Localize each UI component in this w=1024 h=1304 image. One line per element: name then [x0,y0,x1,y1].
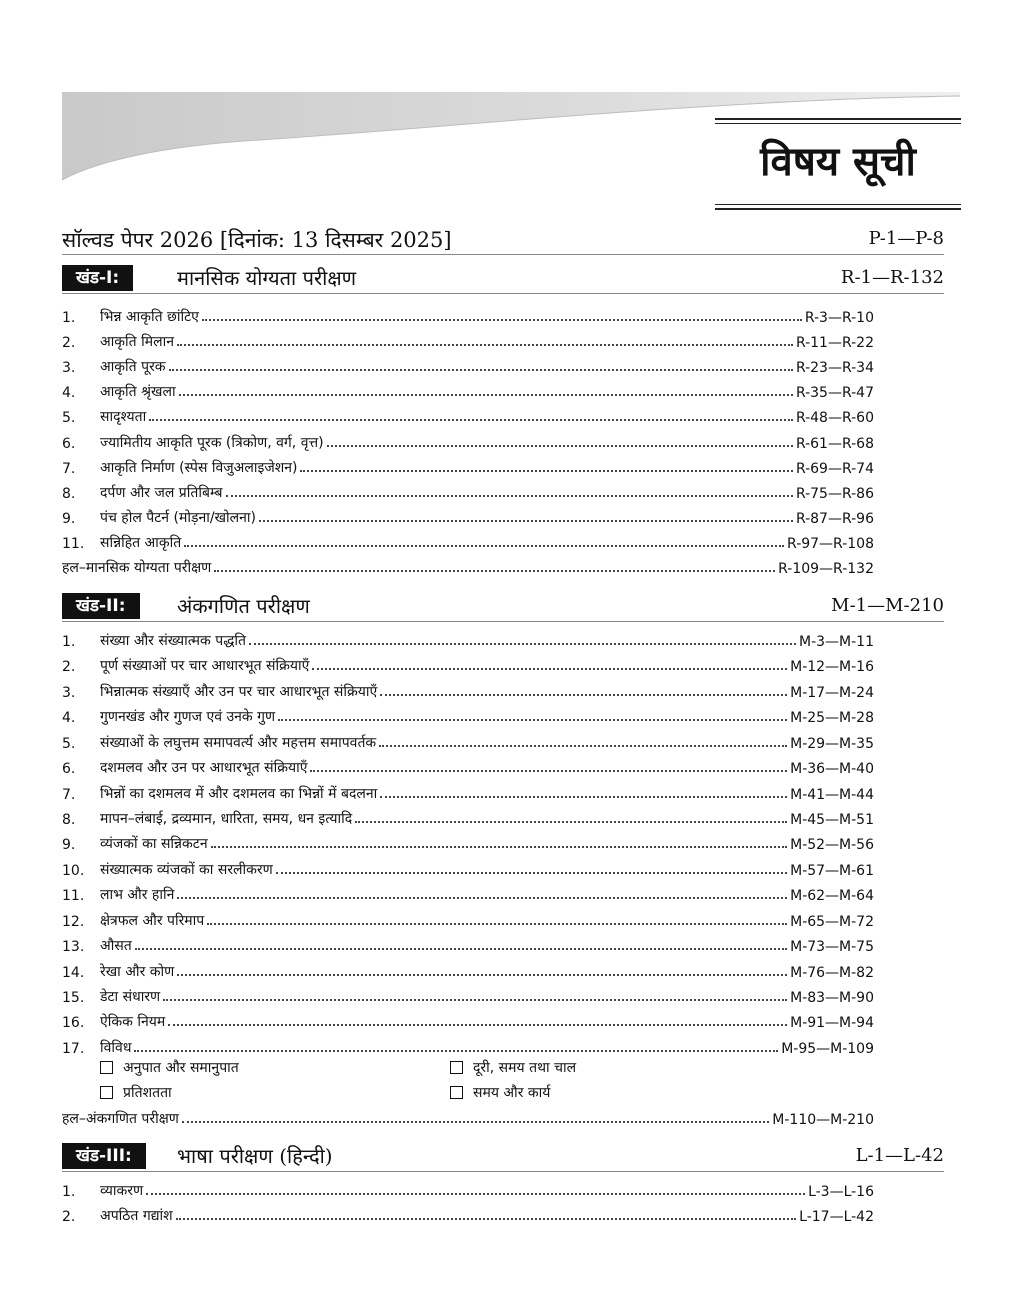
entry-title: ऐकिक नियम [100,1014,166,1030]
toc-entry [62,653,874,675]
entry-page-range: R-23—R-34 [795,360,874,376]
entry-number: 3. [62,360,76,376]
toc-entry [62,480,874,502]
dot-leader [135,948,787,950]
entry-page-range: M-65—M-72 [790,914,874,930]
dot-leader [300,470,792,472]
dot-leader [249,643,796,645]
dot-leader [168,1024,787,1026]
entry-title: संख्यात्मक व्यंजकों का सरलीकरण [100,862,273,878]
section-1-header [62,263,944,294]
entry-page-range: R-35—R-47 [795,385,874,401]
toc-entry [62,430,874,452]
entry-title: आकृति श्रृंखला [100,384,176,400]
entry-number: 4. [62,385,76,401]
entry-number: 8. [62,486,76,502]
entry-title: औसत [100,938,132,954]
dot-leader [211,846,788,848]
checkbox-icon [450,1061,463,1074]
section-3-header [62,1141,944,1172]
dot-leader [177,344,793,346]
entry-page-range: M-73—M-75 [790,939,874,955]
entry-title: व्याकरण [100,1183,144,1199]
entry-page-range: R-75—R-86 [795,486,874,502]
entry-title: आकृति पूरक [100,359,166,375]
entry-number: 2. [62,659,76,675]
entry-title: सादृश्यता [100,409,147,425]
entry-number: 11. [62,888,85,904]
entry-number: 6. [62,436,76,452]
toc-entry [62,379,874,401]
entry-number: 11. [62,536,85,552]
entry-number: 9. [62,511,76,527]
entry-title: भिन्नात्मक संख्याएँ और उन पर चार आधारभूत संक्रियाएँ [100,684,378,700]
entry-title: सन्निहित आकृति [100,535,182,551]
page-title-box [715,118,961,210]
entry-number: 3. [62,685,76,701]
entry-number: 4. [62,710,76,726]
toc-entry [62,530,874,552]
dot-leader [207,923,787,925]
dot-leader [177,897,787,899]
entry-title: पंच होल पैटर्न (मोड़ना/खोलना) [100,510,257,526]
entry-page-range: L-3—L-16 [808,1184,874,1200]
entry-page-range: M-95—M-109 [781,1041,874,1057]
dot-leader [177,974,787,976]
entry-page-range: M-83—M-90 [790,990,874,1006]
toc-entry [62,1178,874,1200]
entry-title: मापन–लंबाई, द्रव्यमान, धारिता, समय, धन इत्यादि [100,811,353,827]
entry-title: भिन्न आकृति छांटिए [100,309,199,325]
entry-title: पूर्ण संख्याओं पर चार आधारभूत संक्रियाएँ [100,658,310,674]
checkbox-icon [100,1086,113,1099]
toc-entry [62,628,874,650]
entry-number: 1. [62,634,76,650]
entry-title: हल–अंकगणित परीक्षण [62,1111,179,1127]
section-2-name: अंकगणित परीक्षण [177,594,310,618]
entry-page-range: R-48—R-60 [795,410,874,426]
entry-title: आकृति मिलान [100,334,175,350]
toc-entry [62,857,874,879]
entry-title: व्यंजकों का सन्निकटन [100,836,208,852]
dot-leader [226,495,793,497]
entry-title: रेखा और कोण [100,964,175,980]
dot-leader [184,545,784,547]
entry-number: 7. [62,787,76,803]
subtopic-item [450,1056,576,1078]
toc-entry [62,455,874,477]
entry-page-range: M-36—M-40 [790,761,874,777]
entry-number: 13. [62,939,85,955]
toc-entry [62,831,874,853]
entry-title: संख्याओं के लघुत्तम समापवर्त्य और महत्तम समापवर्तक [100,735,377,751]
section-1-name: मानसिक योग्यता परीक्षण [177,266,357,290]
toc-entry [62,404,874,426]
dot-leader [169,369,793,371]
toc-entry [62,984,874,1006]
toc-entry [62,1203,874,1225]
entry-number: 2. [62,1209,76,1225]
subtopic-item [100,1056,239,1078]
toc-entry [62,730,874,752]
entry-number: 17. [62,1041,85,1057]
entry-page-range: M-110—M-210 [772,1112,874,1128]
section-2-header [62,591,944,622]
section-1-tag: खंड-I: [62,265,133,291]
entry-page-range: M-41—M-44 [790,787,874,803]
toc-entry [62,329,874,351]
subtopic-item [450,1081,550,1103]
section-2-tag: खंड-II: [62,593,140,619]
checkbox-icon [450,1086,463,1099]
dot-leader [278,719,787,721]
toc-solution-entry [62,1106,874,1128]
toc-entry [62,781,874,803]
entry-number: 8. [62,812,76,828]
entry-page-range: R-3—R-10 [804,310,874,326]
dot-leader [214,570,775,572]
entry-page-range: R-109—R-132 [778,561,874,577]
entry-page-range: R-87—R-96 [795,511,874,527]
entry-title: डेटा संधारण [100,989,161,1005]
entry-number: 9. [62,837,76,853]
dot-leader [163,999,787,1001]
entry-number: 12. [62,914,85,930]
toc-solution-entry [62,555,874,577]
dot-leader [380,796,787,798]
toc-entry [62,933,874,955]
entry-number: 1. [62,310,76,326]
toc-entry [62,354,874,376]
entry-page-range: M-91—M-94 [790,1015,874,1031]
dot-leader [312,668,787,670]
section-3-range: L-1—L-42 [855,1145,944,1166]
dot-leader [176,1218,796,1220]
checkbox-icon [100,1061,113,1074]
toc-entry [62,704,874,726]
entry-page-range: L-17—L-42 [799,1209,874,1225]
entry-page-range: R-61—R-68 [795,436,874,452]
dot-leader [182,1121,769,1123]
solved-paper-range: P-1—P-8 [868,228,944,249]
section-3-tag: खंड-III: [62,1143,146,1169]
entry-number: 5. [62,410,76,426]
dot-leader [355,821,787,823]
subtopic-label: अनुपात और समानुपात [123,1059,239,1076]
dot-leader [202,319,802,321]
entry-number: 2. [62,335,76,351]
entry-page-range: M-29—M-35 [790,736,874,752]
entry-number: 15. [62,990,85,1006]
entry-title: आकृति निर्माण (स्पेस विजुअलाइजेशन) [100,460,298,476]
entry-title: भिन्नों का दशमलव में और दशमलव का भिन्नों में बदलना [100,786,378,802]
entry-page-range: R-11—R-22 [795,335,874,351]
entry-number: 10. [62,863,85,879]
entry-number: 1. [62,1184,76,1200]
subtopic-label: प्रतिशतता [123,1084,172,1101]
dot-leader [134,1050,778,1052]
section-3-name: भाषा परीक्षण (हिन्दी) [177,1144,333,1168]
dot-leader [379,745,787,747]
toc-entry [62,304,874,326]
entry-page-range: M-25—M-28 [790,710,874,726]
entry-number: 5. [62,736,76,752]
entry-page-range: M-52—M-56 [790,837,874,853]
entry-page-range: M-3—M-11 [799,634,874,650]
entry-title: अपठित गद्यांश [100,1208,173,1224]
entry-page-range: M-45—M-51 [790,812,874,828]
subtopic-item [100,1081,172,1103]
entry-number: 6. [62,761,76,777]
entry-number: 16. [62,1015,85,1031]
entry-title: लाभ और हानि [100,887,175,903]
toc-entry [62,1035,874,1057]
entry-title: गुणनखंड और गुणज एवं उनके गुण [100,709,276,725]
entry-title: संख्या और संख्यात्मक पद्धति [100,633,247,649]
solved-paper-row [62,226,944,255]
entry-page-range: R-97—R-108 [787,536,874,552]
entry-number: 7. [62,461,76,477]
entry-title: ज्यामितीय आकृति पूरक (त्रिकोण, वर्ग, वृत्त) [100,435,324,451]
solved-paper-label: सॉल्वड पेपर 2026 [दिनांक: 13 दिसम्बर 2025] [62,228,452,252]
entry-number: 14. [62,965,85,981]
toc-entry [62,679,874,701]
toc-entry [62,1009,874,1031]
section-1-range: R-1—R-132 [840,267,944,288]
subtopic-label: समय और कार्य [473,1084,551,1101]
entry-title: विविध [100,1040,132,1056]
toc-entry [62,908,874,930]
entry-title: दर्पण और जल प्रतिबिम्ब [100,485,223,501]
dot-leader [327,445,793,447]
toc-entry [62,755,874,777]
entry-title: क्षेत्रफल और परिमाप [100,913,205,929]
page-title: विषय सूची [760,139,916,185]
entry-page-range: R-69—R-74 [795,461,874,477]
entry-page-range: M-17—M-24 [790,685,874,701]
dot-leader [276,872,787,874]
entry-title: हल–मानसिक योग्यता परीक्षण [62,560,212,576]
toc-entry [62,505,874,527]
dot-leader [146,1193,805,1195]
dot-leader [259,520,793,522]
entry-page-range: M-12—M-16 [790,659,874,675]
dot-leader [380,694,787,696]
entry-title: दशमलव और उन पर आधारभूत संक्रियाएँ [100,760,308,776]
dot-leader [179,394,793,396]
dot-leader [310,770,787,772]
toc-entry [62,959,874,981]
entry-page-range: M-57—M-61 [790,863,874,879]
subtopic-label: दूरी, समय तथा चाल [473,1059,577,1076]
entry-page-range: M-76—M-82 [790,965,874,981]
toc-entry [62,882,874,904]
dot-leader [149,419,793,421]
toc-entry [62,806,874,828]
entry-page-range: M-62—M-64 [790,888,874,904]
section-2-range: M-1—M-210 [831,595,944,616]
